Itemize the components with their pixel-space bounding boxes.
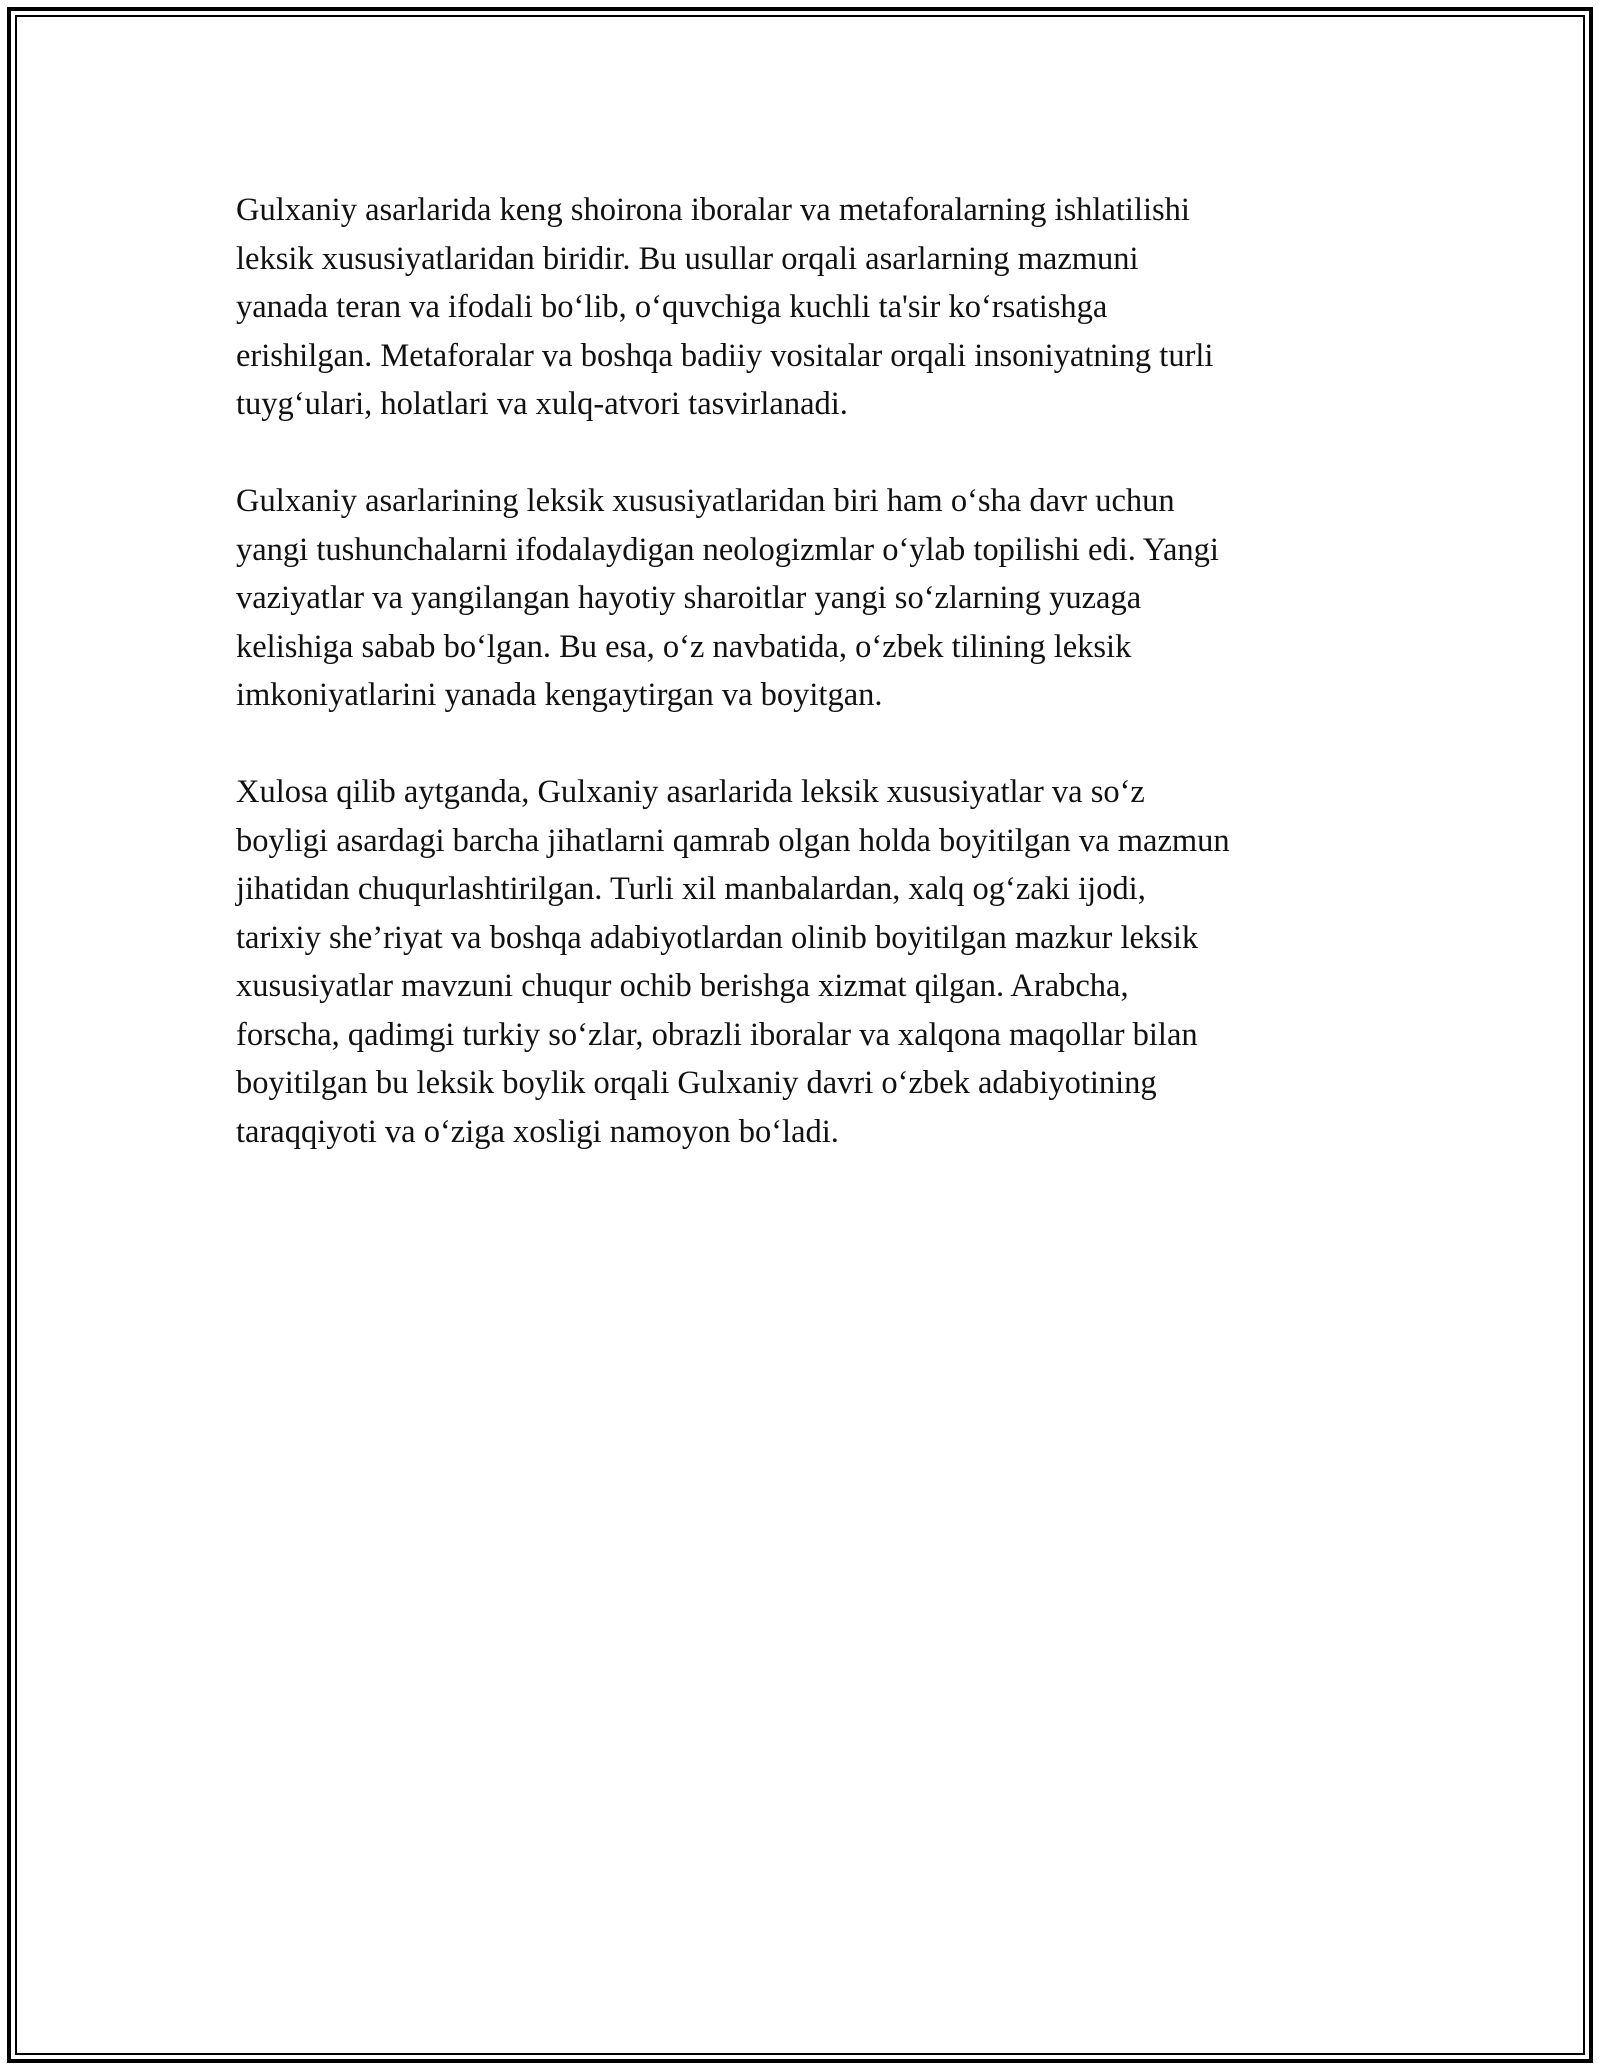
text-line: taraqqiyoti va o‘ziga xosligi namoyon bo‘ladi. [236, 1113, 839, 1150]
text-line: leksik xususiyatlaridan biridir. Bu usullar orqali asarlarning mazmuni [236, 240, 1139, 277]
text-line: tarixiy she’riyat va boshqa adabiyotlardan olinib boyitilgan mazkur leksik [236, 919, 1199, 956]
paragraph-3 [236, 768, 1366, 1156]
paragraph-2 [236, 477, 1366, 720]
text-line: xususiyatlar mavzuni chuqur ochib berishga xizmat qilgan. Arabcha, [236, 968, 1129, 1004]
document-body [236, 186, 1366, 1205]
text-line: boyligi asardagi barcha jihatlarni qamrab olgan holda boyitilgan va mazmun [236, 822, 1230, 859]
text-line: kelishiga sabab bo‘lgan. Bu esa, o‘z navbatida, o‘zbek tilining leksik [236, 628, 1132, 665]
paragraph-1 [236, 186, 1366, 429]
text-line: Xulosa qilib aytganda, Gulxaniy asarlarida leksik xususiyatlar va so‘z [236, 774, 1145, 810]
text-line: yanada teran va ifodali bo‘lib, o‘quvchiga kuchli ta'sir ko‘rsatishga [236, 289, 1108, 325]
text-line: vaziyatlar va yangilangan hayotiy sharoitlar yangi so‘zlarning yuzaga [236, 580, 1142, 616]
text-line: erishilgan. Metaforalar va boshqa badiiy vositalar orqali insoniyatning turli [236, 337, 1214, 374]
text-line: imkoniyatlarini yanada kengaytirgan va boyitgan. [236, 677, 883, 713]
text-line: Gulxaniy asarlarida keng shoirona iboralar va metaforalarning ishlatilishi [236, 192, 1190, 228]
text-line: jihatidan chuqurlashtirilgan. Turli xil manbalardan, xalq og‘zaki ijodi, [236, 871, 1146, 907]
text-line: tuyg‘ulari, holatlari va xulq-atvori tasvirlanadi. [236, 386, 848, 422]
text-line: forscha, qadimgi turkiy so‘zlar, obrazli iboralar va xalqona maqollar bilan [236, 1016, 1198, 1053]
text-line: boyitilgan bu leksik boylik orqali Gulxaniy davri o‘zbek adabiyotining [236, 1065, 1157, 1101]
text-line: yangi tushunchalarni ifodalaydigan neologizmlar o‘ylab topilishi edi. Yangi [236, 531, 1219, 568]
text-line: Gulxaniy asarlarining leksik xususiyatlaridan biri ham o‘sha davr uchun [236, 483, 1175, 519]
